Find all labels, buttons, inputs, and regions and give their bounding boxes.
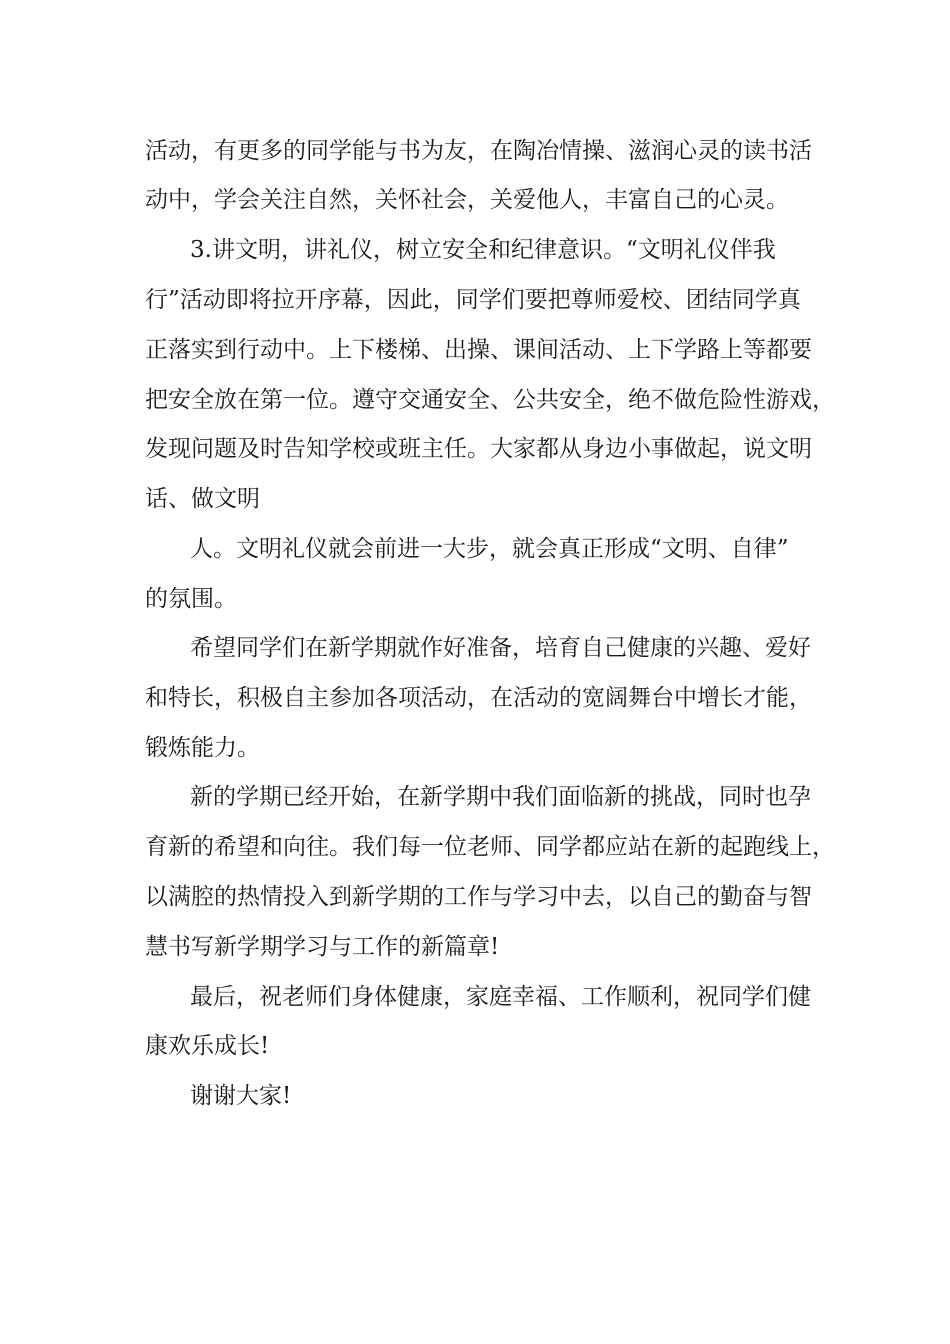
text-line: 锻炼能力。 [145,735,260,761]
text-line: 和特长，积极自主参加各项活动，在活动的宽阔舞台中增长才能， [145,685,812,711]
text-line: 希望同学们在新学期就作好准备，培育自己健康的兴趣、爱好 [190,635,811,661]
text-line: 慧书写新学期学习与工作的新篇章! [145,934,500,960]
text-line: 话、做文明 [145,486,260,512]
text-line: 行”活动即将拉开序幕，因此，同学们要把尊师爱校、团结同学真 [145,287,801,313]
text-line: 以满腔的热情投入到新学期的工作与学习中去，以自己的勤奋与智 [145,884,812,910]
text-line: 育新的希望和向往。我们每一位老师、同学都应站在新的起跑线上， [145,834,835,860]
text-line: 动中，学会关注自然，关怀社会，关爱他人，丰富自己的心灵。 [145,187,789,213]
text-line: 发现问题及时告知学校或班主任。大家都从身边小事做起，说文明 [145,436,812,462]
text-line: 人。文明礼仪就会前进一大步，就会真正形成“文明、自律” [190,536,789,562]
text-line: 的氛围。 [145,586,237,612]
text-line: 3.讲文明，讲礼仪，树立安全和纪律意识。“文明礼仪伴我 [190,237,776,263]
text-line: 最后，祝老师们身体健康，家庭幸福、工作顺利，祝同学们健 [190,984,811,1010]
text-line: 把安全放在第一位。遵守交通安全、公共安全，绝不做危险性游戏， [145,387,835,413]
text-line: 康欢乐成长! [145,1033,270,1059]
text-line: 正落实到行动中。上下楼梯、出操、课间活动、上下学路上等都要 [145,337,812,363]
text-line: 谢谢大家! [190,1083,292,1109]
text-line: 新的学期已经开始，在新学期中我们面临新的挑战，同时也孕 [190,784,811,810]
text-line: 活动，有更多的同学能与书为友，在陶冶情操、滋润心灵的读书活 [145,138,812,164]
